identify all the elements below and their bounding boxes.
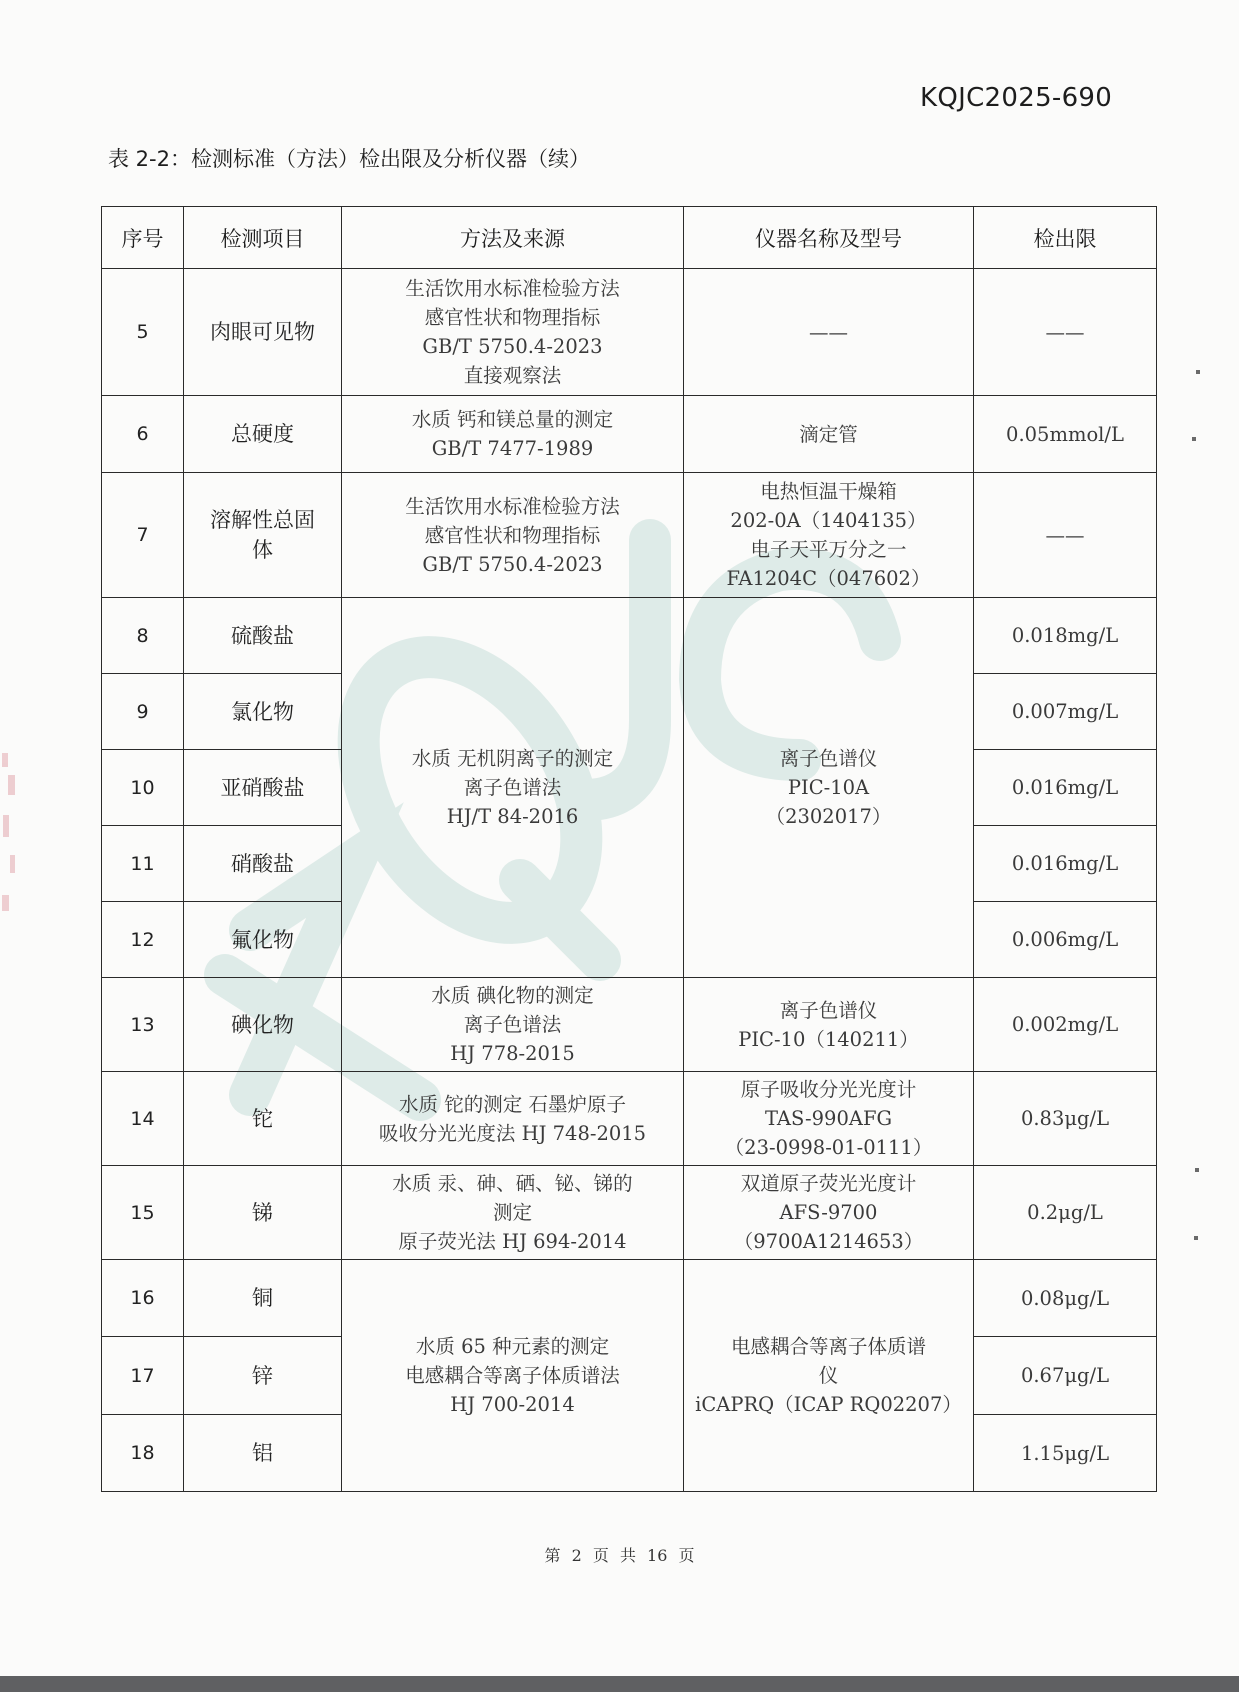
method-line: 水质 汞、砷、硒、铋、锑的 (392, 1172, 633, 1195)
detection-limit: —— (974, 473, 1157, 598)
test-item: 锑 (184, 1166, 342, 1260)
page-number: 第 2 页 共 16 页 (544, 1546, 695, 1565)
test-item (184, 473, 342, 598)
instrument-cell (684, 1072, 974, 1166)
instrument-line: PIC-10（140211） (738, 1027, 919, 1051)
table-row (102, 473, 1157, 598)
method-line: 离子色谱法 (463, 776, 562, 799)
detection-limit: 1.15μg/L (974, 1415, 1157, 1492)
method-line: GB/T 7477-1989 (431, 437, 594, 460)
report-number: KQJC2025-690 (920, 83, 1113, 113)
header-method: 方法及来源 (342, 207, 684, 269)
method-line: 水质 铊的测定 石墨炉原子 (399, 1092, 626, 1116)
row-number: 17 (102, 1337, 184, 1415)
instrument-line: （9700A1214653） (733, 1230, 924, 1253)
method-cell (342, 269, 684, 396)
method-line: HJ 700-2014 (450, 1393, 575, 1416)
table-row (102, 978, 1157, 1072)
method-line: HJ/T 84-2016 (446, 805, 579, 828)
method-line: 直接观察法 (463, 364, 562, 387)
detection-limit: 0.002mg/L (974, 978, 1157, 1072)
row-number: 18 (102, 1415, 184, 1492)
detection-limit: 0.83μg/L (974, 1072, 1157, 1166)
instrument-line: FA1204C（047602） (726, 567, 931, 590)
table-row (102, 269, 1157, 396)
method-line: 离子色谱法 (463, 1013, 562, 1036)
instrument-line: TAS-990AFG (764, 1107, 893, 1130)
detection-limit: 0.08μg/L (974, 1260, 1157, 1337)
instrument-line: 电感耦合等离子体质谱 (730, 1335, 926, 1358)
method-line: 生活饮用水标准检验方法 (405, 277, 620, 300)
method-line: 水质 碘化物的测定 (431, 984, 594, 1007)
detection-limit: 0.006mg/L (974, 902, 1157, 978)
method-line: 测定 (492, 1201, 532, 1224)
test-item: 碘化物 (184, 978, 342, 1072)
table-caption: 表 2-2：检测标准（方法）检出限及分析仪器（续） (108, 147, 590, 171)
method-line: 电感耦合等离子体质谱法 (405, 1364, 620, 1387)
row-number: 12 (102, 902, 184, 978)
instrument-line: 离子色谱仪 (779, 998, 878, 1022)
instrument-line: iCAPRQ（ICAP RQ02207） (695, 1393, 962, 1416)
instrument-cell (684, 1166, 974, 1260)
method-cell (342, 473, 684, 598)
table-row (102, 598, 1157, 674)
table-header-row (102, 207, 1157, 269)
method-line: HJ 778-2015 (450, 1042, 575, 1065)
instrument-line: 仪 (818, 1364, 839, 1387)
row-number: 14 (102, 1072, 184, 1166)
method-line: 生活饮用水标准检验方法 (405, 494, 620, 518)
scan-dot (1195, 1168, 1199, 1172)
instrument-cell (684, 978, 974, 1072)
row-number: 15 (102, 1166, 184, 1260)
test-item: 硫酸盐 (184, 598, 342, 674)
instrument-cell (684, 1260, 974, 1492)
row-number: 9 (102, 674, 184, 750)
table-row (102, 1072, 1157, 1166)
detection-limit: 0.018mg/L (974, 598, 1157, 674)
instrument-line: 202-0A（1404135） (730, 509, 927, 532)
method-line: 感官性状和物理指标 (424, 523, 601, 547)
scan-dot (1192, 437, 1196, 441)
row-number: 5 (102, 269, 184, 396)
method-cell (342, 978, 684, 1072)
detection-limit: 0.007mg/L (974, 674, 1157, 750)
table-row (102, 1260, 1157, 1337)
method-cell (342, 1072, 684, 1166)
instrument-cell: 滴定管 (684, 396, 974, 473)
row-number: 8 (102, 598, 184, 674)
instrument-line: （23-0998-01-0111） (724, 1136, 933, 1159)
instrument-line: 原子吸收分光光度计 (740, 1078, 917, 1101)
header-serial: 序号 (102, 207, 184, 269)
header-instrument: 仪器名称及型号 (684, 207, 974, 269)
scanner-edge-band (0, 1676, 1239, 1692)
instrument-line: 双道原子荧光光度计 (740, 1172, 917, 1195)
test-item: 亚硝酸盐 (184, 750, 342, 826)
test-item: 铊 (184, 1072, 342, 1166)
test-item: 肉眼可见物 (184, 269, 342, 396)
edge-seal-mark (0, 745, 22, 935)
instrument-line: （2302017） (765, 805, 892, 828)
row-number: 10 (102, 750, 184, 826)
test-item-line: 溶解性总固 (210, 508, 315, 532)
instrument-line: 电子天平万分之一 (750, 538, 907, 561)
detection-limit: 0.2μg/L (974, 1166, 1157, 1260)
method-line: GB/T 5750.4-2023 (422, 552, 603, 576)
instrument-line: 离子色谱仪 (779, 747, 878, 770)
method-cell (342, 598, 684, 978)
method-line: 水质 65 种元素的测定 (415, 1335, 610, 1358)
test-item: 锌 (184, 1337, 342, 1415)
instrument-line: 电热恒温干燥箱 (760, 480, 897, 503)
method-line: 吸收分光光度法 HJ 748-2015 (378, 1121, 647, 1145)
detection-limit: 0.05mmol/L (974, 396, 1157, 473)
detection-standards-table (101, 206, 1157, 1492)
scan-dot (1196, 370, 1200, 374)
method-line: 水质 无机阴离子的测定 (411, 747, 614, 770)
scan-dot (1194, 1236, 1198, 1240)
instrument-cell (684, 473, 974, 598)
method-cell (342, 1166, 684, 1260)
test-item: 总硬度 (184, 396, 342, 473)
method-line: 水质 钙和镁总量的测定 (411, 408, 614, 431)
instrument-cell (684, 598, 974, 978)
instrument-cell: —— (684, 269, 974, 396)
test-item: 氟化物 (184, 902, 342, 978)
table-row (102, 396, 1157, 473)
method-cell (342, 396, 684, 473)
detection-limit: 0.016mg/L (974, 750, 1157, 826)
header-limit: 检出限 (974, 207, 1157, 269)
test-item: 铝 (184, 1415, 342, 1492)
detection-limit: —— (974, 269, 1157, 396)
instrument-line: PIC-10A (787, 776, 870, 799)
test-item-line: 体 (252, 538, 273, 562)
row-number: 11 (102, 826, 184, 902)
detection-limit: 0.67μg/L (974, 1337, 1157, 1415)
detection-limit: 0.016mg/L (974, 826, 1157, 902)
instrument-line: AFS-9700 (779, 1201, 878, 1224)
header-item: 检测项目 (184, 207, 342, 269)
method-line: 感官性状和物理指标 (424, 306, 601, 329)
method-line: 原子荧光法 HJ 694-2014 (398, 1230, 627, 1253)
test-item: 硝酸盐 (184, 826, 342, 902)
method-cell (342, 1260, 684, 1492)
row-number: 7 (102, 473, 184, 598)
test-item: 铜 (184, 1260, 342, 1337)
row-number: 6 (102, 396, 184, 473)
row-number: 16 (102, 1260, 184, 1337)
table-row (102, 1166, 1157, 1260)
test-item: 氯化物 (184, 674, 342, 750)
method-line: GB/T 5750.4-2023 (422, 335, 603, 358)
row-number: 13 (102, 978, 184, 1072)
